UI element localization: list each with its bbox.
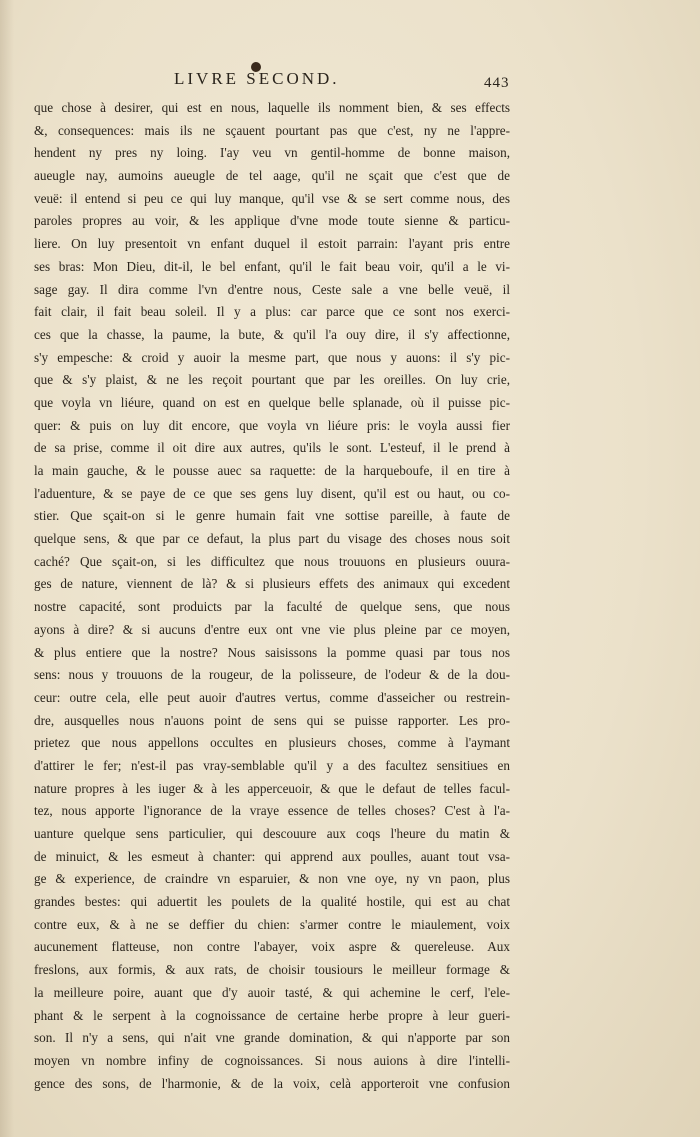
text-line: nature propres à les iuger & à les apperceuoir, & que le defaut de telles facul-	[34, 780, 510, 796]
text-line: quelque sens, & que par ce defaut, la plus part du visage des choses nous soit	[34, 531, 510, 547]
text-line: uanture quelque sens particulier, qui descouure aux coqs l'heure du matin &	[34, 826, 510, 841]
text-line: aueugle nay, aumoins aueugle de tel aage, qu'il ne sçait que c'est que de	[34, 168, 510, 184]
text-line: quer: & puis on luy dit encore, que voyla vn liéure pris: le voyla aussi fier	[34, 417, 510, 433]
text-line: ces que la chasse, la paume, la bute, & qu'il l'a ouy dire, il s'y affectionne,	[34, 326, 510, 342]
page-number: 443	[484, 75, 510, 91]
text-line: paroles propres au voir, & les applique d'vne mode toute sienne & particu-	[34, 213, 510, 229]
text-line: prietez que nous appellons occultes en plusieurs choses, comme à l'aymant	[34, 735, 510, 751]
text-line: liere. On luy presentoit vn enfant duquel il estoit parrain: l'ayant pris entre	[34, 236, 510, 252]
text-line: son. Il n'y a sens, qui n'ait vne grande domination, & qui n'apporte par son	[34, 1030, 510, 1046]
text-line: que & s'y plaist, & ne les reçoit pourtant que par les oreilles. On luy crie,	[34, 372, 510, 388]
gutter-shadow	[0, 0, 14, 1137]
text-line: ayons à dire? & si aucuns d'entre eux ont vne vie plus pleine par ce moyen,	[34, 621, 510, 637]
text-line: l'aduenture, & se paye de ce que ses gens luy disent, qu'il est ou haut, ou co-	[34, 485, 510, 501]
text-line: nostre capacité, sont produicts par la faculté de quelque sens, que nous	[34, 599, 510, 615]
text-line: de sa prise, comme il oit dire aux autres, qu'ils le sont. L'esteuf, il le prend à	[34, 440, 510, 456]
text-line: &, consequences: mais ils ne sçauent pourtant pas que c'est, ny ne l'appre-	[34, 122, 510, 138]
text-line: caché? Que sçait-on, si les difficultez que nous trouuons en plusieurs ouura-	[34, 553, 510, 569]
text-line: de minuict, & les esmeut à chanter: qui apprend aux poulles, auant tout vsa-	[34, 848, 510, 864]
text-line: veuë: il entend si peu ce qui luy manque, qu'il vse & se sert comme nous, des	[34, 190, 510, 206]
text-line: la meilleure poire, auant que d'y auoir tasté, & qui achemine le cerf, l'ele-	[34, 984, 510, 1000]
text-line: phant & le serpent à la cognoissance de certaine herbe propre à leur gueri-	[34, 1007, 510, 1023]
text-line: contre eux, & à ne se deffier du chien: s'armer contre le miaulement, voix	[34, 916, 510, 932]
text-line: freslons, aux formis, & aux rats, de choisir tousiours le meilleur formage &	[34, 962, 510, 978]
text-line: tez, nous apporte l'ignorance de la vraye essence de telles choses? C'est à l'a-	[34, 803, 510, 819]
text-line: d'attirer le fer; n'est-il pas vray-semblable qu'il y a des facultez sensitiues en	[34, 757, 510, 773]
text-line: gence des sons, de l'harmonie, & de la voix, celà apporteroit vne confusion	[34, 1075, 510, 1091]
text-line: que voyla vn liéure, quand on est en quelque belle splanade, où il puisse pic-	[34, 394, 510, 410]
text-line: s'y empesche: & croid y auoir la mesme part, que nous y auons: il s'y pic-	[34, 349, 510, 365]
text-line: ceur: outre cela, elle peut auoir d'autres vertus, comme d'asseicher ou restrein-	[34, 689, 510, 705]
running-title: LIVRE SECOND.	[174, 69, 340, 88]
text-line: & plus entiere que la nostre? Nous saisissons la pomme quasi par tous nos	[34, 644, 510, 660]
text-line: aucunement flatteuse, non contre l'abayer, voix aspre & quereleuse. Aux	[34, 939, 510, 955]
text-line: stier. Que sçait-on si le genre humain fait vne sottise pareille, à faute de	[34, 508, 510, 524]
text-line: sage gay. Il dira comme l'vn d'entre nous, Ceste sale a vne belle veuë, il	[34, 281, 510, 297]
text-line: ges de nature, viennent de là? & si plusieurs effets des animaux qui excedent	[34, 576, 510, 592]
text-line: la main gauche, & le pousse auec sa raquette: de la harqueboufe, il en tire à	[34, 463, 510, 478]
body-text	[34, 97, 510, 1095]
text-line: grandes bestes: qui aduertit les poulets de la qualité hostile, qui est au chat	[34, 894, 510, 910]
text-line: dre, ausquelles nous n'auons point de sens qui se puisse rapporter. Les pro-	[34, 712, 510, 728]
text-line: moyen vn nombre infiny de cognoissances. Si nous auions à dire l'intelli-	[34, 1052, 510, 1068]
text-line: fait clair, il fait beau soleil. Il y a plus: car parce que ce sont nos exerci-	[34, 304, 510, 320]
text-line: ge & experience, de craindre vn esparuier, & non vne oye, ny vn paon, plus	[34, 871, 510, 887]
text-line: ses bras: Mon Dieu, dit-il, le bel enfant, qu'il le fait beau voir, qu'il a le vi-	[34, 258, 510, 274]
text-line: hendent ny pres ny loing. I'ay veu vn gentil-homme de bonne maison,	[34, 145, 510, 161]
text-line: que chose à desirer, qui est en nous, laquelle ils nomment bien, & ses effects	[34, 100, 510, 115]
text-line: sens: nous y trouuons de la rougeur, de la polisseure, de l'odeur & de la dou-	[34, 667, 510, 683]
